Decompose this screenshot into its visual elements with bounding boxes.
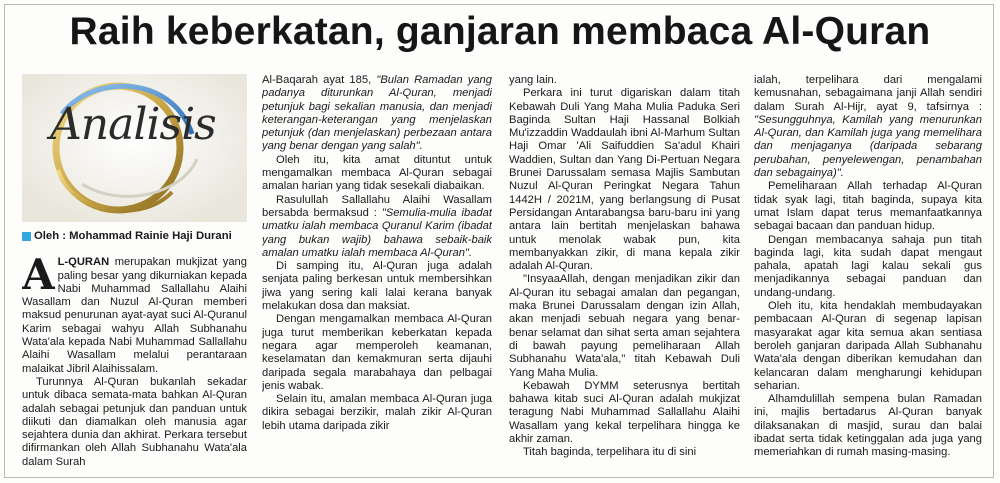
byline-text: Oleh : Mohammad Rainie Haji Durani — [34, 230, 232, 242]
paragraph: Oleh itu, kita amat dituntut untuk mengamalkan membaca Al-Quran sebagai amalan harian yang tidak sesekali diabaikan. — [262, 153, 492, 193]
analisis-logo — [22, 74, 247, 222]
paragraph: Titah baginda, terpelihara itu di sini — [523, 446, 697, 459]
quote-text: "Bulan Ramadan yang padanya diturunkan Al-Quran, menjadi petunjuk bagi sekalian manusia, dan menjadi keterangan-keterangan yang menjelaskan petunjuk (dan menjelaskan) perbezaan antara yang benar dengan yang salah". — [262, 74, 492, 153]
paragraph: Pemeliharaan Allah terhadap Al-Quran tidak syak lagi, titah baginda, supaya kita umat Islam dapat terus memanfaatkannya sebagai bacaan dan panduan hidup. — [754, 180, 982, 233]
quote-text: "Sesungguhnya, Kamilah yang menurunkan Al-Quran, dan Kamilah juga yang memelihara dan menjaganya (daripada sebarang perubahan, penyelewengan, penambahan dan sebagainya)". — [754, 113, 982, 180]
paragraph-text: ialah, terpelihara dari mengalami kemusnahan, sebagaimana janji Allah sendiri dalam Surah Al-Hijr, ayat 9, tafsirnya : — [754, 74, 982, 113]
paragraph: Turunnya Al-Quran bukanlah sekadar untuk dibaca semata-mata bahkan Al-Quran adalah sebagai petunjuk dan panduan untuk diikuti dan diamalkan oleh manusia agar sejahtera dunia dan akhirat. Perkara tersebut difirmankan oleh Allah Subhanahu Wata'ala dalam Surah — [22, 375, 247, 468]
paragraph: Oleh itu, kita hendaklah membudayakan pembacaan Al-Quran di segenap lapisan masyarakat agar kita semua akan sentiasa beroleh ganjaran daripada Allah Subhanahu Wata'ala dengan diberikan kemudahan dan kelancaran dalam mengharungi kehidupan seharian. — [754, 300, 982, 392]
paragraph: "InsyaaAllah, dengan menjadikan zikir dan Al-Quran itu sebagai amalan dan pegangan, maka Brunei Darussalam dengan izin Allah, akan menjadi sebuah negara yang benar-benar selamat dan sihat serta aman sejahtera di bawah payung pemeliharaan Allah Subhanahu Wata'ala," titah Kebawah Duli Yang Maha Mulia. — [509, 273, 740, 379]
paragraph: yang lain. — [509, 74, 557, 86]
byline-square-icon — [22, 232, 31, 241]
quote-text: "Semulia-mulia ibadat umatku ialah membaca Quranul Karim (ibadat yang bukan wajib) bahawa sebaik-baik amalan umatku ialah membaca Al-Quran". — [262, 206, 492, 259]
dropcap: A — [22, 250, 55, 300]
column-1 — [22, 74, 247, 475]
byline — [22, 230, 247, 243]
lead-word: L-QURAN — [57, 256, 110, 269]
paragraph: Dengan membacanya sahaja pun titah baginda lagi, kita sudah dapat mengaut pahala, apatah lagi kalau sekali gus menjadikannya sebagai panduan dan undang-undang. — [754, 233, 982, 299]
column-4 — [754, 74, 982, 475]
analisis-logo-text: Analisis — [50, 99, 216, 150]
paragraph — [262, 194, 492, 260]
paragraph-text: Rasulullah Sallallahu Alaihi Wasallam bersabda bermaksud : — [262, 193, 492, 219]
paragraph: Perkara ini turut digariskan dalam titah Kebawah Duli Yang Maha Mulia Paduka Seri Baginda Sultan Haji Hassanal Bolkiah Mu'izzaddin Waddaulah ibni Al-Marhum Sultan Haji Omar 'Ali Saifuddien Sa'adul Khairi Waddien, Sultan dan Yang Di-Pertuan Negara Brunei Darussalam semasa Majlis Sambutan Nuzul Al-Quran Peringkat Negara Tahun 1442H / 2021M, yang berlangsung di Pusat Persidangan Antarabangsa baru-baru ini yang antara lain bertitah menjelaskan bahawa untuk menolak wabak pun, kita membanyakkan zikir, di mana kepala zikir adalah Al-Quran. — [509, 87, 740, 273]
paragraph-text: merupakan mukjizat yang paling besar yang dikurniakan kepada Nabi Muhammad Sallallahu Alaihi Wasallam dan Nuzul Al-Quran memberi maksud penurunan ayat-ayat suci Al-Quranul Karim sebagai wahyu Allah Subhanahu Wata'ala kepada Nabi Muhammad Sallallahu Alaihi Wasallam melalui perantaraan malaikat Jibril Alaihissalam. — [22, 256, 247, 375]
paragraph: Dengan mengamalkan membaca Al-Quran juga turut memberikan keberkatan kepada negara agar memperoleh keamanan, keselamatan dan kemakmuran serta dijauhi daripada segala marabahaya dan pelbagai jenis wabak. — [262, 313, 492, 392]
headline: Raih keberkatan, ganjaran membaca Al-Quran — [69, 10, 931, 53]
paragraph — [262, 74, 492, 154]
paragraph — [22, 250, 247, 376]
paragraph: Selain itu, amalan membaca Al-Quran juga dikira sebagai berzikir, malah zikir Al-Quran lebih utama daripada zikir — [262, 393, 492, 432]
paragraph: Alhamdulillah sempena bulan Ramadan ini, majlis bertadarus Al-Quran banyak dilaksanakan di masjid, surau dan balai ibadat serta tidak ketinggalan ada juga yang memeriahkan di rumah masing-masing. — [754, 393, 982, 459]
paragraph — [754, 74, 982, 180]
paragraph: Di samping itu, Al-Quran juga adalah senjata paling berkesan untuk membersihkan jiwa yang sering kali lalai kerana banyak melakukan dosa dan maksiat. — [262, 260, 492, 313]
paragraph-text: Al-Baqarah ayat 185, — [262, 74, 377, 86]
column-3 — [509, 74, 740, 475]
paragraph: Kebawah DYMM seterusnya bertitah bahawa kitab suci Al-Quran adalah mukjizat teragung Nabi Muhammad Sallallahu Alaihi Wasallam yang kekal terpelihara hingga ke akhir zaman. — [509, 379, 740, 446]
column-2 — [262, 74, 492, 475]
